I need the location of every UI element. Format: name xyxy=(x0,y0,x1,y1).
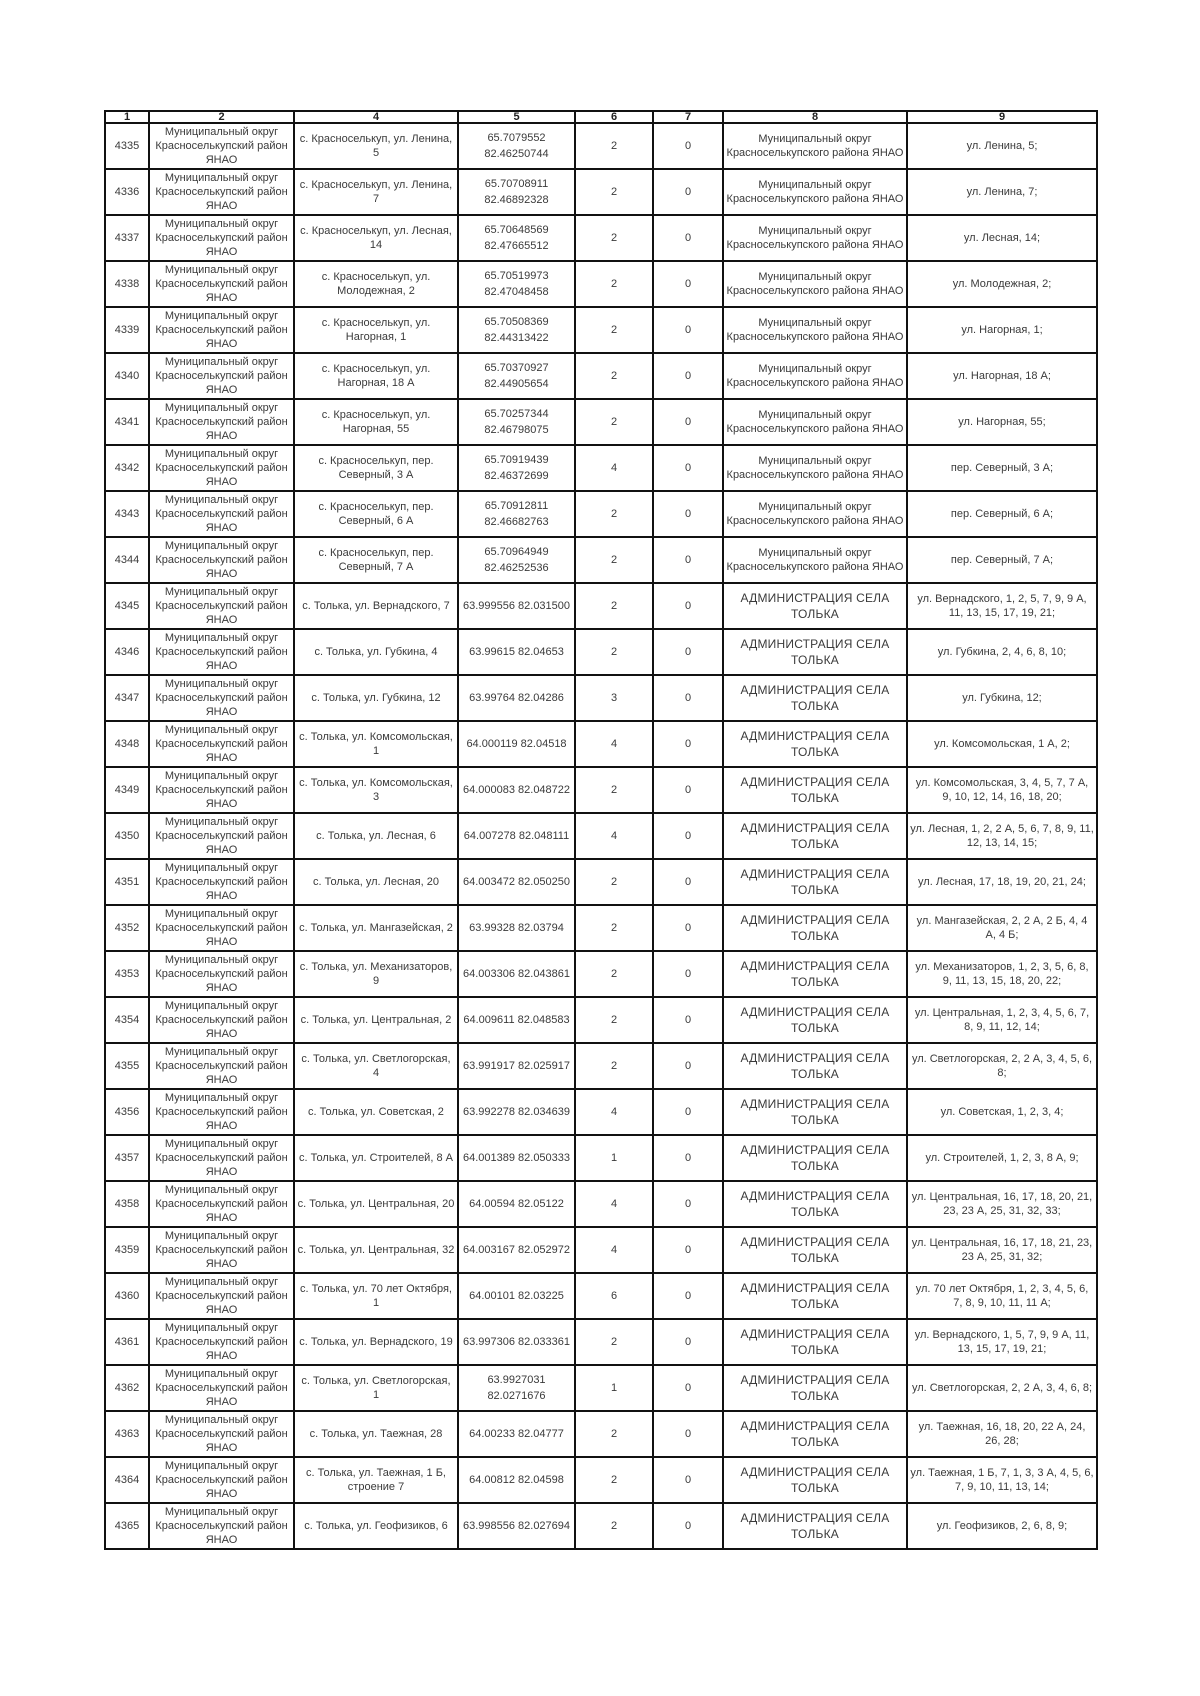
district-cell: Муниципальный округ Красноселькупский район ЯНАО xyxy=(149,353,294,399)
column-6-cell: 2 xyxy=(575,951,653,997)
row-number: 4352 xyxy=(105,905,149,951)
location-cell: с. Толька, ул. Лесная, 6 xyxy=(294,813,458,859)
column-6-cell: 2 xyxy=(575,583,653,629)
column-header: 7 xyxy=(653,111,723,123)
table-row xyxy=(105,1043,1097,1089)
table-row xyxy=(105,767,1097,813)
column-7-cell: 0 xyxy=(653,905,723,951)
district-cell: Муниципальный округ Красноселькупский район ЯНАО xyxy=(149,1181,294,1227)
column-7-cell: 0 xyxy=(653,123,723,169)
coordinates-cell: 64.00594 82.05122 xyxy=(458,1181,575,1227)
addresses-cell: ул. Центральная, 1, 2, 3, 4, 5, 6, 7, 8, 9, 11, 12, 14; xyxy=(907,997,1097,1043)
addresses-cell: ул. Строителей, 1, 2, 3, 8 А, 9; xyxy=(907,1135,1097,1181)
column-6-cell: 2 xyxy=(575,1319,653,1365)
row-number: 4358 xyxy=(105,1181,149,1227)
column-6-cell: 2 xyxy=(575,1043,653,1089)
column-6-cell: 4 xyxy=(575,1181,653,1227)
column-7-cell: 0 xyxy=(653,997,723,1043)
owner-cell: АДМИНИСТРАЦИЯ СЕЛА ТОЛЬКА xyxy=(723,583,907,629)
addresses-cell: ул. Вернадского, 1, 5, 7, 9, 9 А, 11, 13, 15, 17, 19, 21; xyxy=(907,1319,1097,1365)
column-7-cell: 0 xyxy=(653,399,723,445)
addresses-cell: ул. 70 лет Октября, 1, 2, 3, 4, 5, 6, 7, 8, 9, 10, 11, 11 А; xyxy=(907,1273,1097,1319)
location-cell: с. Толька, ул. Вернадского, 19 xyxy=(294,1319,458,1365)
column-6-cell: 2 xyxy=(575,629,653,675)
table-row xyxy=(105,491,1097,537)
column-7-cell: 0 xyxy=(653,859,723,905)
coordinates-cell: 64.00233 82.04777 xyxy=(458,1411,575,1457)
coordinates-cell: 64.007278 82.048111 xyxy=(458,813,575,859)
owner-cell: Муниципальный округ Красноселькупского района ЯНАО xyxy=(723,353,907,399)
addresses-cell: ул. Лесная, 14; xyxy=(907,215,1097,261)
row-number: 4363 xyxy=(105,1411,149,1457)
addresses-cell: пер. Северный, 7 А; xyxy=(907,537,1097,583)
table-row xyxy=(105,1503,1097,1549)
location-cell: с. Толька, ул. Центральная, 20 xyxy=(294,1181,458,1227)
column-7-cell: 0 xyxy=(653,1089,723,1135)
table-row xyxy=(105,905,1097,951)
district-cell: Муниципальный округ Красноселькупский район ЯНАО xyxy=(149,537,294,583)
table-row xyxy=(105,675,1097,721)
column-6-cell: 2 xyxy=(575,307,653,353)
table-row xyxy=(105,629,1097,675)
addresses-cell: ул. Комсомольская, 1 А, 2; xyxy=(907,721,1097,767)
registry-table xyxy=(104,110,1098,1550)
district-cell: Муниципальный округ Красноселькупский район ЯНАО xyxy=(149,951,294,997)
district-cell: Муниципальный округ Красноселькупский район ЯНАО xyxy=(149,1227,294,1273)
owner-cell: АДМИНИСТРАЦИЯ СЕЛА ТОЛЬКА xyxy=(723,1365,907,1411)
location-cell: с. Толька, ул. Строителей, 8 А xyxy=(294,1135,458,1181)
district-cell: Муниципальный округ Красноселькупский район ЯНАО xyxy=(149,445,294,491)
column-header: 4 xyxy=(294,111,458,123)
column-7-cell: 0 xyxy=(653,1503,723,1549)
addresses-cell: ул. Вернадского, 1, 2, 5, 7, 9, 9 А, 11, 13, 15, 17, 19, 21; xyxy=(907,583,1097,629)
row-number: 4354 xyxy=(105,997,149,1043)
location-cell: с. Толька, ул. 70 лет Октября, 1 xyxy=(294,1273,458,1319)
location-cell: с. Толька, ул. Лесная, 20 xyxy=(294,859,458,905)
table-row xyxy=(105,353,1097,399)
addresses-cell: ул. Таежная, 1 Б, 7, 1, 3, 3 А, 4, 5, 6, 7, 9, 10, 11, 13, 14; xyxy=(907,1457,1097,1503)
owner-cell: АДМИНИСТРАЦИЯ СЕЛА ТОЛЬКА xyxy=(723,859,907,905)
owner-cell: АДМИНИСТРАЦИЯ СЕЛА ТОЛЬКА xyxy=(723,1089,907,1135)
district-cell: Муниципальный округ Красноселькупский район ЯНАО xyxy=(149,997,294,1043)
location-cell: с. Красноселькуп, ул. Лесная, 14 xyxy=(294,215,458,261)
coordinates-cell: 65.70257344 82.46798075 xyxy=(458,399,575,445)
coordinates-cell: 63.99328 82.03794 xyxy=(458,905,575,951)
owner-cell: АДМИНИСТРАЦИЯ СЕЛА ТОЛЬКА xyxy=(723,1503,907,1549)
column-7-cell: 0 xyxy=(653,1411,723,1457)
district-cell: Муниципальный округ Красноселькупский район ЯНАО xyxy=(149,307,294,353)
coordinates-cell: 65.7079552 82.46250744 xyxy=(458,123,575,169)
addresses-cell: ул. Губкина, 12; xyxy=(907,675,1097,721)
coordinates-cell: 65.70912811 82.46682763 xyxy=(458,491,575,537)
addresses-cell: пер. Северный, 3 А; xyxy=(907,445,1097,491)
row-number: 4365 xyxy=(105,1503,149,1549)
column-6-cell: 4 xyxy=(575,1089,653,1135)
coordinates-cell: 63.997306 82.033361 xyxy=(458,1319,575,1365)
column-7-cell: 0 xyxy=(653,307,723,353)
location-cell: с. Красноселькуп, ул. Нагорная, 18 А xyxy=(294,353,458,399)
row-number: 4350 xyxy=(105,813,149,859)
owner-cell: Муниципальный округ Красноселькупского района ЯНАО xyxy=(723,123,907,169)
table-row xyxy=(105,1411,1097,1457)
location-cell: с. Красноселькуп, ул. Нагорная, 55 xyxy=(294,399,458,445)
coordinates-cell: 64.003306 82.043861 xyxy=(458,951,575,997)
column-7-cell: 0 xyxy=(653,1273,723,1319)
coordinates-cell: 64.00101 82.03225 xyxy=(458,1273,575,1319)
row-number: 4362 xyxy=(105,1365,149,1411)
addresses-cell: ул. Молодежная, 2; xyxy=(907,261,1097,307)
row-number: 4356 xyxy=(105,1089,149,1135)
table-row xyxy=(105,307,1097,353)
column-header: 1 xyxy=(105,111,149,123)
column-6-cell: 2 xyxy=(575,1411,653,1457)
district-cell: Муниципальный округ Красноселькупский район ЯНАО xyxy=(149,399,294,445)
column-6-cell: 2 xyxy=(575,399,653,445)
column-6-cell: 2 xyxy=(575,353,653,399)
column-7-cell: 0 xyxy=(653,951,723,997)
district-cell: Муниципальный округ Красноселькупский район ЯНАО xyxy=(149,1273,294,1319)
column-6-cell: 2 xyxy=(575,1503,653,1549)
owner-cell: Муниципальный округ Красноселькупского района ЯНАО xyxy=(723,169,907,215)
coordinates-cell: 65.70519973 82.47048458 xyxy=(458,261,575,307)
addresses-cell: ул. Центральная, 16, 17, 18, 20, 21, 23, 23 А, 25, 31, 32, 33; xyxy=(907,1181,1097,1227)
district-cell: Муниципальный округ Красноселькупский район ЯНАО xyxy=(149,491,294,537)
column-header: 8 xyxy=(723,111,907,123)
location-cell: с. Толька, ул. Светлогорская, 4 xyxy=(294,1043,458,1089)
column-6-cell: 2 xyxy=(575,767,653,813)
row-number: 4348 xyxy=(105,721,149,767)
coordinates-cell: 65.70508369 82.44313422 xyxy=(458,307,575,353)
district-cell: Муниципальный округ Красноселькупский район ЯНАО xyxy=(149,1089,294,1135)
district-cell: Муниципальный округ Красноселькупский район ЯНАО xyxy=(149,261,294,307)
header-row xyxy=(105,111,1097,123)
table-row xyxy=(105,537,1097,583)
district-cell: Муниципальный округ Красноселькупский район ЯНАО xyxy=(149,859,294,905)
addresses-cell: ул. Ленина, 5; xyxy=(907,123,1097,169)
district-cell: Муниципальный округ Красноселькупский район ЯНАО xyxy=(149,767,294,813)
table-row xyxy=(105,445,1097,491)
column-6-cell: 1 xyxy=(575,1135,653,1181)
coordinates-cell: 65.70708911 82.46892328 xyxy=(458,169,575,215)
location-cell: с. Толька, ул. Комсомольская, 3 xyxy=(294,767,458,813)
location-cell: с. Толька, ул. Механизаторов, 9 xyxy=(294,951,458,997)
column-6-cell: 3 xyxy=(575,675,653,721)
column-7-cell: 0 xyxy=(653,1227,723,1273)
column-6-cell: 2 xyxy=(575,1457,653,1503)
addresses-cell: ул. Нагорная, 1; xyxy=(907,307,1097,353)
location-cell: с. Толька, ул. Губкина, 4 xyxy=(294,629,458,675)
district-cell: Муниципальный округ Красноселькупский район ЯНАО xyxy=(149,905,294,951)
row-number: 4361 xyxy=(105,1319,149,1365)
column-7-cell: 0 xyxy=(653,1319,723,1365)
district-cell: Муниципальный округ Красноселькупский район ЯНАО xyxy=(149,1503,294,1549)
column-7-cell: 0 xyxy=(653,169,723,215)
addresses-cell: ул. Советская, 1, 2, 3, 4; xyxy=(907,1089,1097,1135)
row-number: 4342 xyxy=(105,445,149,491)
owner-cell: Муниципальный округ Красноселькупского района ЯНАО xyxy=(723,491,907,537)
table-row xyxy=(105,951,1097,997)
column-7-cell: 0 xyxy=(653,261,723,307)
column-7-cell: 0 xyxy=(653,215,723,261)
table-row xyxy=(105,1227,1097,1273)
column-6-cell: 1 xyxy=(575,1365,653,1411)
owner-cell: АДМИНИСТРАЦИЯ СЕЛА ТОЛЬКА xyxy=(723,1273,907,1319)
column-7-cell: 0 xyxy=(653,1365,723,1411)
owner-cell: АДМИНИСТРАЦИЯ СЕЛА ТОЛЬКА xyxy=(723,629,907,675)
column-7-cell: 0 xyxy=(653,767,723,813)
district-cell: Муниципальный округ Красноселькупский район ЯНАО xyxy=(149,169,294,215)
owner-cell: Муниципальный округ Красноселькупского района ЯНАО xyxy=(723,307,907,353)
owner-cell: Муниципальный округ Красноселькупского района ЯНАО xyxy=(723,537,907,583)
coordinates-cell: 64.003167 82.052972 xyxy=(458,1227,575,1273)
location-cell: с. Толька, ул. Центральная, 2 xyxy=(294,997,458,1043)
owner-cell: АДМИНИСТРАЦИЯ СЕЛА ТОЛЬКА xyxy=(723,813,907,859)
location-cell: с. Толька, ул. Советская, 2 xyxy=(294,1089,458,1135)
district-cell: Муниципальный округ Красноселькупский район ЯНАО xyxy=(149,721,294,767)
table-row xyxy=(105,1273,1097,1319)
row-number: 4347 xyxy=(105,675,149,721)
table-row xyxy=(105,123,1097,169)
column-6-cell: 2 xyxy=(575,537,653,583)
location-cell: с. Красноселькуп, ул. Нагорная, 1 xyxy=(294,307,458,353)
column-7-cell: 0 xyxy=(653,1457,723,1503)
column-7-cell: 0 xyxy=(653,629,723,675)
owner-cell: АДМИНИСТРАЦИЯ СЕЛА ТОЛЬКА xyxy=(723,675,907,721)
coordinates-cell: 63.999556 82.031500 xyxy=(458,583,575,629)
table-row xyxy=(105,261,1097,307)
column-7-cell: 0 xyxy=(653,1043,723,1089)
coordinates-cell: 63.9927031 82.0271676 xyxy=(458,1365,575,1411)
column-6-cell: 4 xyxy=(575,813,653,859)
column-7-cell: 0 xyxy=(653,353,723,399)
location-cell: с. Красноселькуп, ул. Ленина, 7 xyxy=(294,169,458,215)
district-cell: Муниципальный округ Красноселькупский район ЯНАО xyxy=(149,1457,294,1503)
owner-cell: АДМИНИСТРАЦИЯ СЕЛА ТОЛЬКА xyxy=(723,1043,907,1089)
addresses-cell: ул. Нагорная, 55; xyxy=(907,399,1097,445)
owner-cell: АДМИНИСТРАЦИЯ СЕЛА ТОЛЬКА xyxy=(723,997,907,1043)
coordinates-cell: 63.99615 82.04653 xyxy=(458,629,575,675)
row-number: 4357 xyxy=(105,1135,149,1181)
addresses-cell: ул. Нагорная, 18 А; xyxy=(907,353,1097,399)
table-row xyxy=(105,1181,1097,1227)
owner-cell: Муниципальный округ Красноселькупского района ЯНАО xyxy=(723,261,907,307)
row-number: 4355 xyxy=(105,1043,149,1089)
owner-cell: АДМИНИСТРАЦИЯ СЕЛА ТОЛЬКА xyxy=(723,1181,907,1227)
column-6-cell: 4 xyxy=(575,1227,653,1273)
column-7-cell: 0 xyxy=(653,675,723,721)
location-cell: с. Красноселькуп, пер. Северный, 7 А xyxy=(294,537,458,583)
table-row xyxy=(105,1089,1097,1135)
district-cell: Муниципальный округ Красноселькупский район ЯНАО xyxy=(149,1365,294,1411)
row-number: 4344 xyxy=(105,537,149,583)
owner-cell: АДМИНИСТРАЦИЯ СЕЛА ТОЛЬКА xyxy=(723,905,907,951)
column-header: 6 xyxy=(575,111,653,123)
column-7-cell: 0 xyxy=(653,537,723,583)
coordinates-cell: 64.009611 82.048583 xyxy=(458,997,575,1043)
row-number: 4346 xyxy=(105,629,149,675)
location-cell: с. Толька, ул. Вернадского, 7 xyxy=(294,583,458,629)
location-cell: с. Красноселькуп, ул. Ленина, 5 xyxy=(294,123,458,169)
owner-cell: Муниципальный округ Красноселькупского района ЯНАО xyxy=(723,399,907,445)
column-6-cell: 2 xyxy=(575,261,653,307)
column-7-cell: 0 xyxy=(653,445,723,491)
district-cell: Муниципальный округ Красноселькупский район ЯНАО xyxy=(149,813,294,859)
addresses-cell: ул. Светлогорская, 2, 2 А, 3, 4, 6, 8; xyxy=(907,1365,1097,1411)
column-6-cell: 2 xyxy=(575,491,653,537)
column-header: 2 xyxy=(149,111,294,123)
table-row xyxy=(105,721,1097,767)
row-number: 4336 xyxy=(105,169,149,215)
column-header: 5 xyxy=(458,111,575,123)
owner-cell: АДМИНИСТРАЦИЯ СЕЛА ТОЛЬКА xyxy=(723,1319,907,1365)
column-7-cell: 0 xyxy=(653,813,723,859)
row-number: 4339 xyxy=(105,307,149,353)
table-row xyxy=(105,1319,1097,1365)
table-row xyxy=(105,1135,1097,1181)
addresses-cell: ул. Лесная, 1, 2, 2 А, 5, 6, 7, 8, 9, 11, 12, 13, 14, 15; xyxy=(907,813,1097,859)
addresses-cell: пер. Северный, 6 А; xyxy=(907,491,1097,537)
row-number: 4341 xyxy=(105,399,149,445)
coordinates-cell: 65.70370927 82.44905654 xyxy=(458,353,575,399)
location-cell: с. Красноселькуп, пер. Северный, 6 А xyxy=(294,491,458,537)
owner-cell: АДМИНИСТРАЦИЯ СЕЛА ТОЛЬКА xyxy=(723,1411,907,1457)
row-number: 4340 xyxy=(105,353,149,399)
owner-cell: АДМИНИСТРАЦИЯ СЕЛА ТОЛЬКА xyxy=(723,951,907,997)
district-cell: Муниципальный округ Красноселькупский район ЯНАО xyxy=(149,215,294,261)
district-cell: Муниципальный округ Красноселькупский район ЯНАО xyxy=(149,1135,294,1181)
addresses-cell: ул. Таежная, 16, 18, 20, 22 А, 24, 26, 28; xyxy=(907,1411,1097,1457)
addresses-cell: ул. Губкина, 2, 4, 6, 8, 10; xyxy=(907,629,1097,675)
table-row xyxy=(105,399,1097,445)
row-number: 4360 xyxy=(105,1273,149,1319)
district-cell: Муниципальный округ Красноселькупский район ЯНАО xyxy=(149,1319,294,1365)
table-row xyxy=(105,1457,1097,1503)
column-7-cell: 0 xyxy=(653,1181,723,1227)
coordinates-cell: 64.000083 82.048722 xyxy=(458,767,575,813)
table-body xyxy=(105,123,1097,1549)
coordinates-cell: 65.70919439 82.46372699 xyxy=(458,445,575,491)
owner-cell: Муниципальный округ Красноселькупского района ЯНАО xyxy=(723,445,907,491)
location-cell: с. Толька, ул. Светлогорская, 1 xyxy=(294,1365,458,1411)
row-number: 4343 xyxy=(105,491,149,537)
row-number: 4364 xyxy=(105,1457,149,1503)
table-row xyxy=(105,215,1097,261)
table-row xyxy=(105,169,1097,215)
coordinates-cell: 64.000119 82.04518 xyxy=(458,721,575,767)
addresses-cell: ул. Механизаторов, 1, 2, 3, 5, 6, 8, 9, 11, 13, 15, 18, 20, 22; xyxy=(907,951,1097,997)
addresses-cell: ул. Геофизиков, 2, 6, 8, 9; xyxy=(907,1503,1097,1549)
column-6-cell: 4 xyxy=(575,445,653,491)
coordinates-cell: 64.003472 82.050250 xyxy=(458,859,575,905)
table-row xyxy=(105,813,1097,859)
owner-cell: АДМИНИСТРАЦИЯ СЕЛА ТОЛЬКА xyxy=(723,1227,907,1273)
coordinates-cell: 65.70648569 82.47665512 xyxy=(458,215,575,261)
column-6-cell: 2 xyxy=(575,905,653,951)
column-6-cell: 2 xyxy=(575,859,653,905)
coordinates-cell: 64.001389 82.050333 xyxy=(458,1135,575,1181)
column-6-cell: 2 xyxy=(575,123,653,169)
location-cell: с. Толька, ул. Комсомольская, 1 xyxy=(294,721,458,767)
addresses-cell: ул. Мангазейская, 2, 2 А, 2 Б, 4, 4 А, 4 Б; xyxy=(907,905,1097,951)
addresses-cell: ул. Лесная, 17, 18, 19, 20, 21, 24; xyxy=(907,859,1097,905)
row-number: 4338 xyxy=(105,261,149,307)
district-cell: Муниципальный округ Красноселькупский район ЯНАО xyxy=(149,123,294,169)
district-cell: Муниципальный округ Красноселькупский район ЯНАО xyxy=(149,1043,294,1089)
table-row xyxy=(105,997,1097,1043)
coordinates-cell: 63.998556 82.027694 xyxy=(458,1503,575,1549)
coordinates-cell: 63.991917 82.025917 xyxy=(458,1043,575,1089)
owner-cell: АДМИНИСТРАЦИЯ СЕЛА ТОЛЬКА xyxy=(723,1457,907,1503)
table-row xyxy=(105,859,1097,905)
coordinates-cell: 64.00812 82.04598 xyxy=(458,1457,575,1503)
coordinates-cell: 63.992278 82.034639 xyxy=(458,1089,575,1135)
location-cell: с. Толька, ул. Мангазейская, 2 xyxy=(294,905,458,951)
column-6-cell: 4 xyxy=(575,721,653,767)
coordinates-cell: 65.70964949 82.46252536 xyxy=(458,537,575,583)
column-6-cell: 2 xyxy=(575,215,653,261)
location-cell: с. Толька, ул. Таежная, 28 xyxy=(294,1411,458,1457)
row-number: 4349 xyxy=(105,767,149,813)
district-cell: Муниципальный округ Красноселькупский район ЯНАО xyxy=(149,629,294,675)
owner-cell: АДМИНИСТРАЦИЯ СЕЛА ТОЛЬКА xyxy=(723,767,907,813)
district-cell: Муниципальный округ Красноселькупский район ЯНАО xyxy=(149,675,294,721)
column-6-cell: 6 xyxy=(575,1273,653,1319)
district-cell: Муниципальный округ Красноселькупский район ЯНАО xyxy=(149,583,294,629)
row-number: 4351 xyxy=(105,859,149,905)
column-7-cell: 0 xyxy=(653,583,723,629)
location-cell: с. Красноселькуп, пер. Северный, 3 А xyxy=(294,445,458,491)
district-cell: Муниципальный округ Красноселькупский район ЯНАО xyxy=(149,1411,294,1457)
row-number: 4359 xyxy=(105,1227,149,1273)
table-row xyxy=(105,583,1097,629)
owner-cell: АДМИНИСТРАЦИЯ СЕЛА ТОЛЬКА xyxy=(723,721,907,767)
addresses-cell: ул. Ленина, 7; xyxy=(907,169,1097,215)
column-header: 9 xyxy=(907,111,1097,123)
table-row xyxy=(105,1365,1097,1411)
owner-cell: Муниципальный округ Красноселькупского района ЯНАО xyxy=(723,215,907,261)
location-cell: с. Толька, ул. Губкина, 12 xyxy=(294,675,458,721)
location-cell: с. Красноселькуп, ул. Молодежная, 2 xyxy=(294,261,458,307)
addresses-cell: ул. Комсомольская, 3, 4, 5, 7, 7 А, 9, 10, 12, 14, 16, 18, 20; xyxy=(907,767,1097,813)
column-7-cell: 0 xyxy=(653,491,723,537)
coordinates-cell: 63.99764 82.04286 xyxy=(458,675,575,721)
column-6-cell: 2 xyxy=(575,169,653,215)
row-number: 4337 xyxy=(105,215,149,261)
addresses-cell: ул. Центральная, 16, 17, 18, 21, 23, 23 А, 25, 31, 32; xyxy=(907,1227,1097,1273)
row-number: 4353 xyxy=(105,951,149,997)
column-7-cell: 0 xyxy=(653,1135,723,1181)
column-6-cell: 2 xyxy=(575,997,653,1043)
location-cell: с. Толька, ул. Центральная, 32 xyxy=(294,1227,458,1273)
addresses-cell: ул. Светлогорская, 2, 2 А, 3, 4, 5, 6, 8; xyxy=(907,1043,1097,1089)
column-7-cell: 0 xyxy=(653,721,723,767)
location-cell: с. Толька, ул. Геофизиков, 6 xyxy=(294,1503,458,1549)
location-cell: с. Толька, ул. Таежная, 1 Б, строение 7 xyxy=(294,1457,458,1503)
row-number: 4335 xyxy=(105,123,149,169)
row-number: 4345 xyxy=(105,583,149,629)
owner-cell: АДМИНИСТРАЦИЯ СЕЛА ТОЛЬКА xyxy=(723,1135,907,1181)
